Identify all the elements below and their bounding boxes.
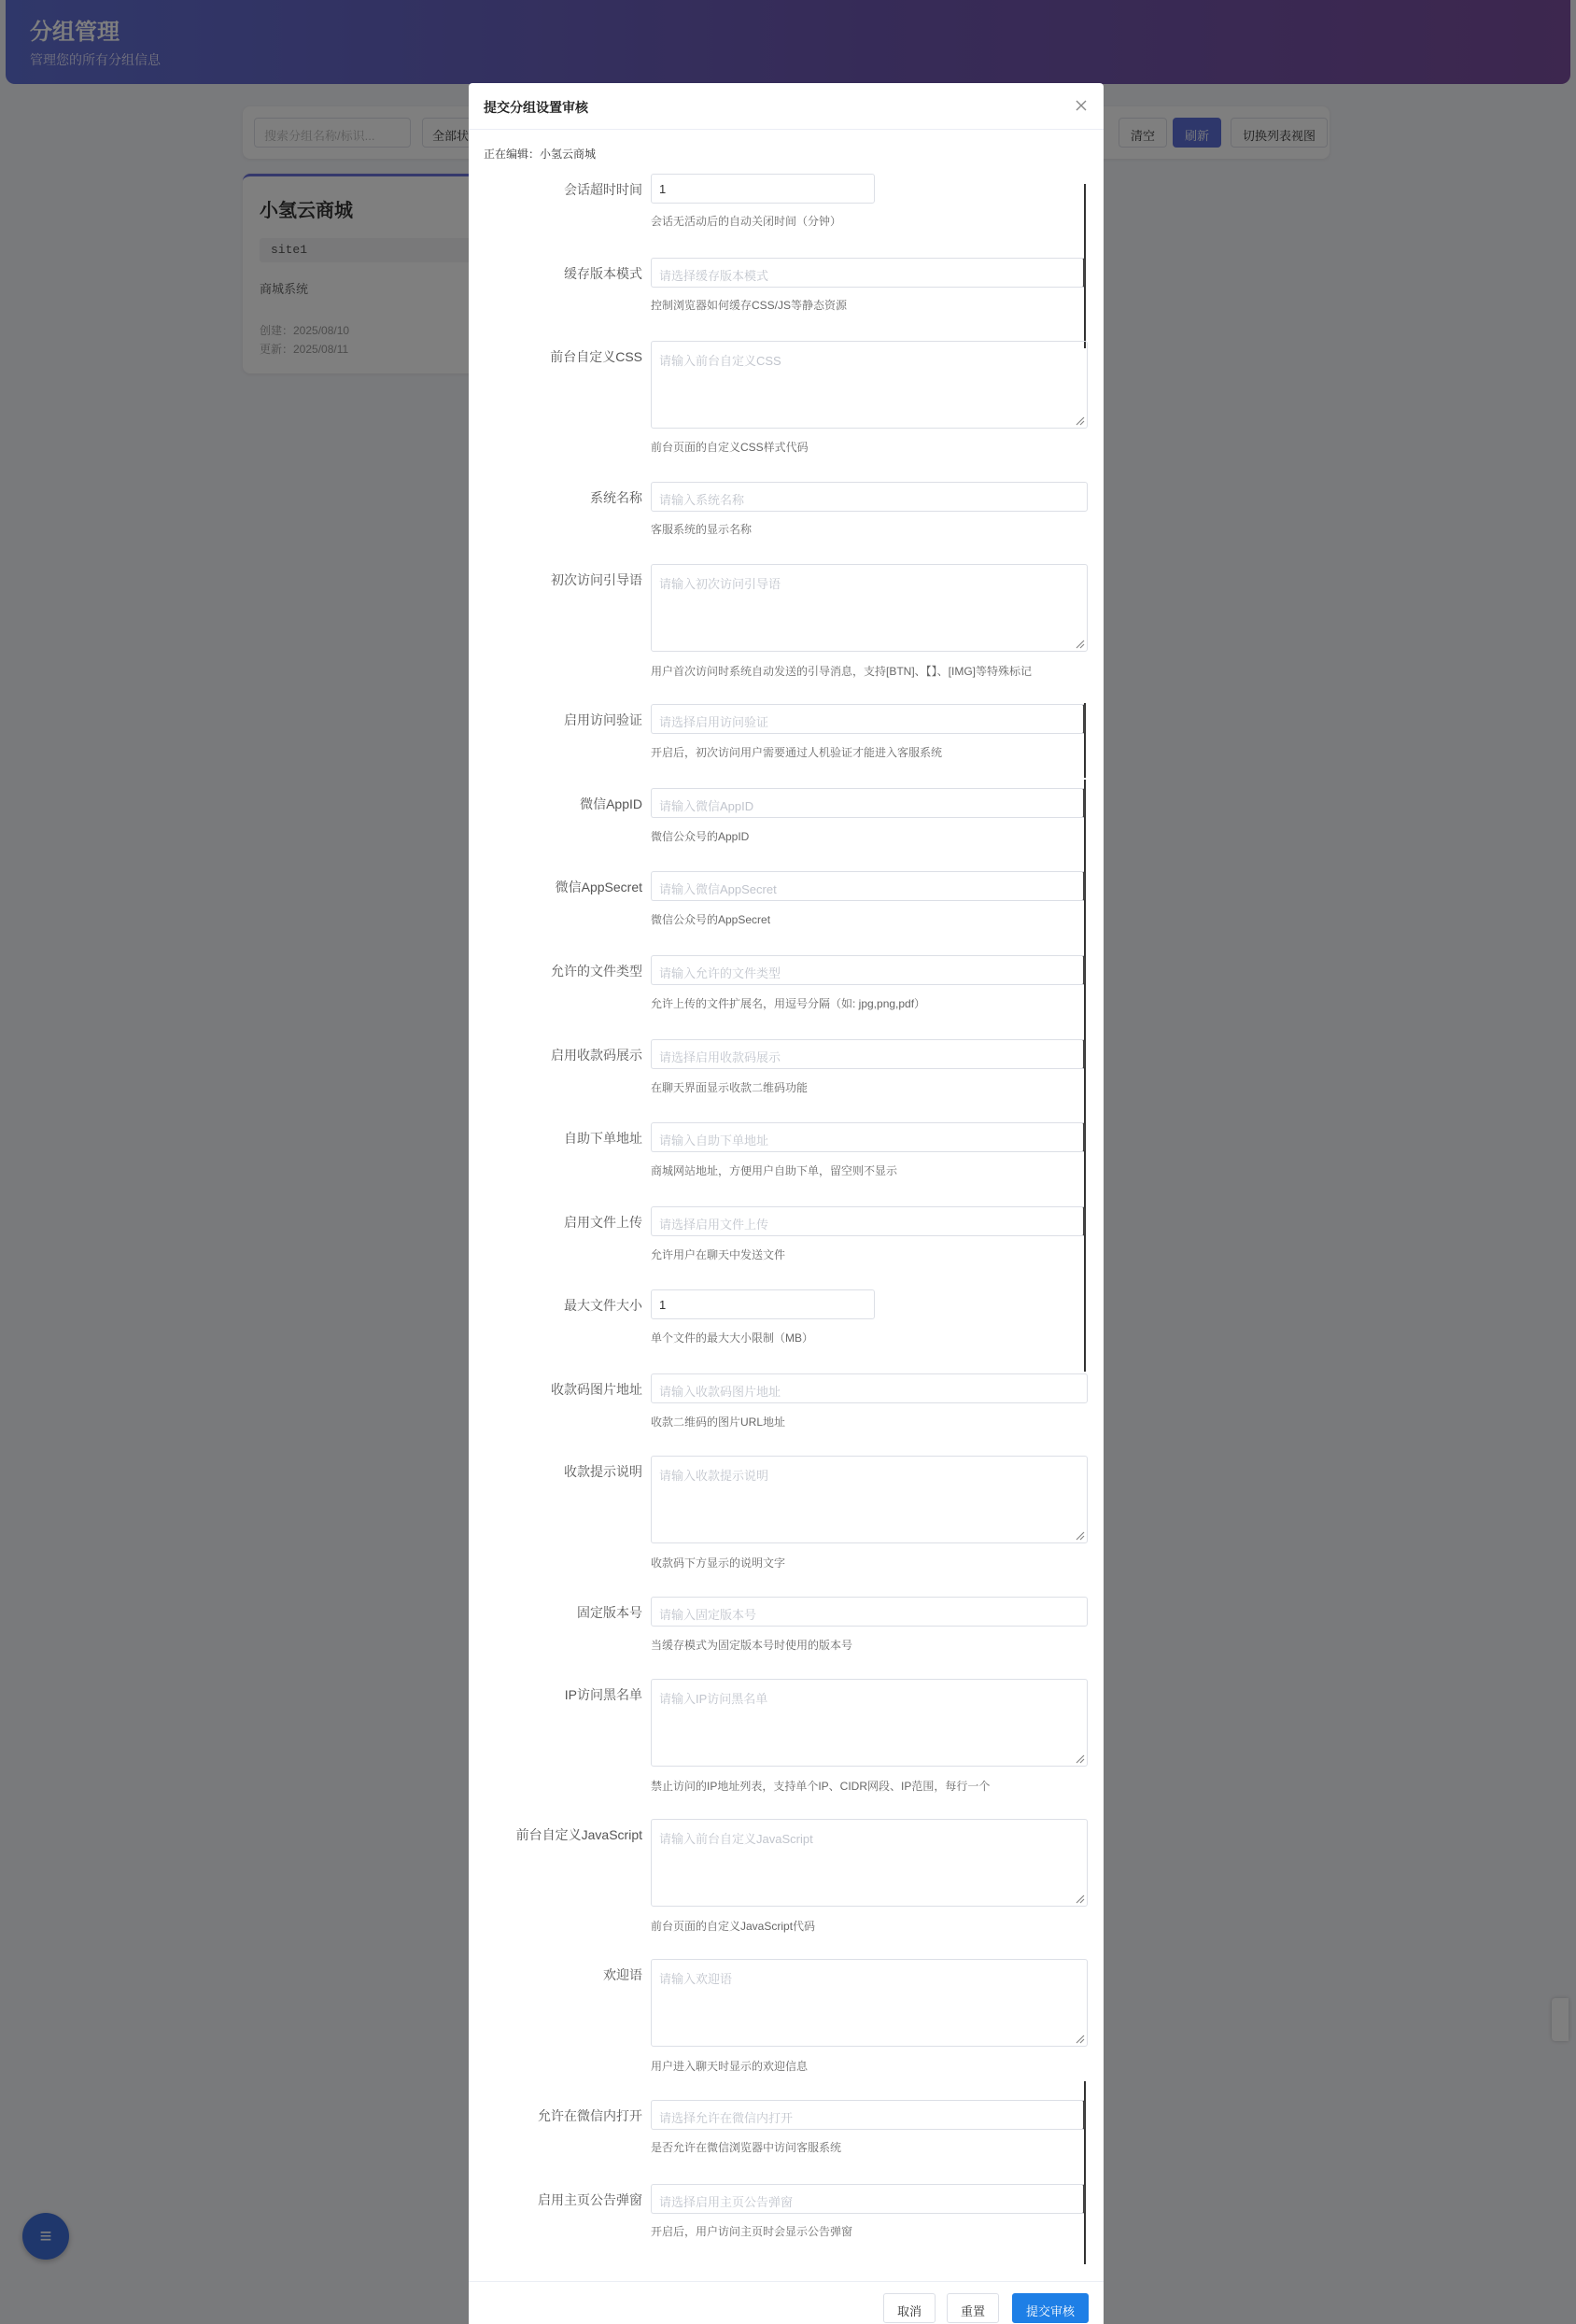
field-help: 是否允许在微信浏览器中访问客服系统 (651, 2141, 842, 2154)
field-label: 固定版本号 (577, 1605, 642, 1620)
self-order-url-input[interactable]: 请输入自助下单地址 (651, 1122, 1085, 1152)
field-help: 微信公众号的AppSecret (651, 913, 771, 926)
field-help: 控制浏览器如何缓存CSS/JS等静态资源 (651, 299, 848, 312)
field-help: 允许用户在聊天中发送文件 (651, 1248, 786, 1261)
first-visit-guide-textarea[interactable] (651, 564, 1088, 652)
resize-grip-icon[interactable] (1074, 2033, 1085, 2044)
submit-review-button[interactable]: 提交审核 (1012, 2293, 1089, 2323)
field-label: 前台自定义JavaScript (515, 1827, 642, 1842)
payment-note-textarea[interactable] (651, 1456, 1088, 1543)
modal-title: 提交分组设置审核 (484, 100, 588, 115)
wechat-open-select[interactable]: 请选择允许在微信内打开 (651, 2100, 1085, 2130)
field-label: 启用收款码展示 (551, 1048, 642, 1063)
scroll-marker (1084, 780, 1086, 1372)
field-help: 允许上传的文件扩展名，用逗号分隔（如: jpg,png,pdf） (651, 997, 926, 1010)
field-label: 启用访问验证 (564, 712, 642, 727)
ip-blacklist-textarea[interactable] (651, 1679, 1088, 1767)
field-label: 允许在微信内打开 (538, 2108, 642, 2123)
field-help: 商城网站地址，方便用户自助下单，留空则不显示 (651, 1164, 898, 1177)
field-help: 收款二维码的图片URL地址 (651, 1416, 786, 1429)
submit-settings-modal (469, 83, 1104, 2324)
field-label: 自助下单地址 (564, 1131, 642, 1146)
field-label: 微信AppSecret (555, 880, 642, 894)
field-label: 收款码图片地址 (551, 1382, 642, 1397)
field-help: 开启后，用户访问主页时会显示公告弹窗 (651, 2225, 853, 2238)
reset-button[interactable]: 重置 (947, 2293, 999, 2323)
field-label: 初次访问引导语 (551, 572, 642, 587)
field-label: 最大文件大小 (564, 1298, 642, 1313)
field-help: 前台页面的自定义JavaScript代码 (651, 1920, 816, 1933)
field-label: 缓存版本模式 (564, 266, 642, 281)
max-file-size-input[interactable]: 1 (651, 1289, 875, 1319)
payment-code-image-input[interactable]: 请输入收款码图片地址 (651, 1373, 1088, 1403)
field-help: 禁止访问的IP地址列表，支持单个IP、CIDR网段、IP范围，每行一个 (651, 1780, 991, 1793)
editing-prefix: 正在编辑： (484, 148, 541, 161)
field-label: 允许的文件类型 (551, 964, 642, 979)
wechat-appid-input[interactable]: 请输入微信AppID (651, 788, 1085, 818)
editing-indicator (484, 146, 596, 162)
editing-group-name: 小氢云商城 (540, 148, 597, 161)
field-label: 前台自定义CSS (550, 349, 642, 364)
welcome-textarea[interactable] (651, 1959, 1088, 2047)
fixed-version-input[interactable]: 请输入固定版本号 (651, 1597, 1088, 1627)
field-label: 欢迎语 (603, 1967, 642, 1982)
resize-grip-icon[interactable] (1074, 1753, 1085, 1764)
field-label: IP访问黑名单 (564, 1687, 642, 1702)
cache-mode-select[interactable]: 请选择缓存版本模式 (651, 258, 1085, 288)
field-help: 用户进入聊天时显示的欢迎信息 (651, 2060, 809, 2073)
cancel-button[interactable]: 取消 (883, 2293, 936, 2323)
textarea-placeholder: 请输入收款提示说明 (659, 1469, 769, 1483)
file-upload-select[interactable]: 请选择启用文件上传 (651, 1206, 1085, 1236)
access-verify-select[interactable]: 请选择启用访问验证 (651, 704, 1085, 734)
textarea-placeholder: 请输入前台自定义CSS (659, 354, 781, 368)
field-help: 收款码下方显示的说明文字 (651, 1556, 786, 1570)
wechat-appsecret-input[interactable]: 请输入微信AppSecret (651, 871, 1085, 901)
field-help: 用户首次访问时系统自动发送的引导消息，支持[BTN]、【】、[IMG]等特殊标记 (651, 665, 1033, 678)
field-label: 启用文件上传 (564, 1215, 642, 1230)
resize-grip-icon[interactable] (1074, 638, 1085, 649)
field-help: 前台页面的自定义CSS样式代码 (651, 441, 809, 454)
field-help: 当缓存模式为固定版本号时使用的版本号 (651, 1639, 853, 1652)
scroll-marker (1084, 1353, 1086, 1372)
field-help: 会话无活动后的自动关闭时间（分钟） (651, 215, 842, 228)
modal-header (469, 83, 1104, 130)
field-label: 启用主页公告弹窗 (538, 2192, 642, 2207)
resize-grip-icon[interactable] (1074, 1893, 1085, 1904)
close-button[interactable] (1068, 92, 1094, 119)
field-help: 客服系统的显示名称 (651, 523, 753, 536)
resize-grip-icon[interactable] (1074, 1529, 1085, 1541)
field-help: 微信公众号的AppID (651, 830, 750, 843)
field-help: 在聊天界面显示收款二维码功能 (651, 1081, 809, 1094)
home-announcement-select[interactable]: 请选择启用主页公告弹窗 (651, 2184, 1085, 2214)
field-help: 单个文件的最大大小限制（MB） (651, 1331, 814, 1345)
payment-code-display-select[interactable]: 请选择启用收款码展示 (651, 1039, 1085, 1069)
session-timeout-input[interactable]: 1 (651, 174, 875, 204)
resize-grip-icon[interactable] (1074, 415, 1085, 426)
custom-css-textarea[interactable] (651, 341, 1088, 429)
system-name-input[interactable]: 请输入系统名称 (651, 482, 1088, 512)
allowed-file-types-input[interactable]: 请输入允许的文件类型 (651, 955, 1085, 985)
modal-footer (469, 2281, 1104, 2324)
field-label: 微信AppID (580, 796, 642, 811)
textarea-placeholder: 请输入初次访问引导语 (659, 577, 781, 591)
close-icon (1068, 92, 1094, 119)
field-label: 系统名称 (590, 490, 642, 505)
textarea-placeholder: 请输入IP访问黑名单 (659, 1692, 768, 1706)
scroll-marker (1084, 1310, 1086, 1344)
textarea-placeholder: 请输入前台自定义JavaScript (659, 1832, 813, 1846)
textarea-placeholder: 请输入欢迎语 (659, 1972, 733, 1986)
field-label: 会话超时时间 (564, 182, 642, 197)
custom-js-textarea[interactable] (651, 1819, 1088, 1907)
field-help: 开启后，初次访问用户需要通过人机验证才能进入客服系统 (651, 746, 943, 759)
field-label: 收款提示说明 (564, 1464, 642, 1479)
